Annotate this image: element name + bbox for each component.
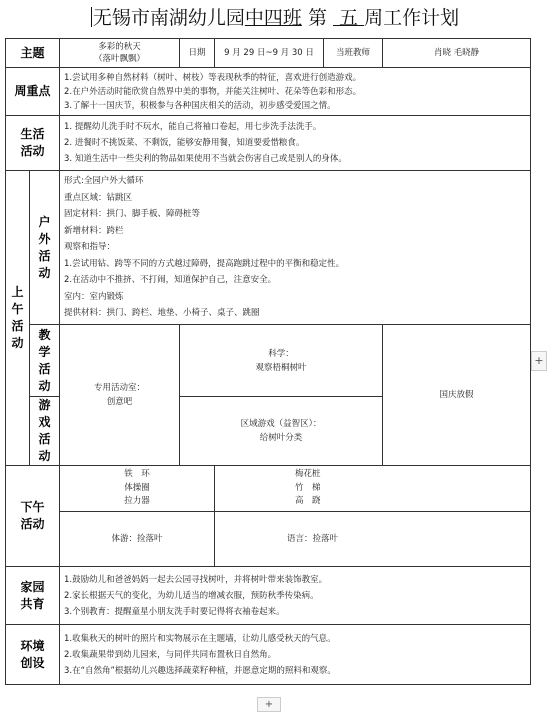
life-activities-line: 3. 知道生活中一些尖利的物品如果使用不当就会伤害自己或是别人的身体。	[64, 154, 347, 164]
afternoon-activities-label: 下午 活动	[6, 466, 60, 567]
home-school-line: 2.家长根据天气的变化，为幼儿适当的增减衣服，预防秋季传染病。	[64, 590, 319, 601]
home-school-content[interactable]	[60, 567, 531, 625]
environment-row	[6, 625, 531, 685]
text-cursor	[91, 7, 92, 27]
theme-value[interactable]: 多彩的秋天 （落叶飘飘）	[60, 39, 180, 68]
add-row-button[interactable]: +	[257, 697, 281, 712]
weekly-focus-row	[6, 68, 531, 116]
science-cell[interactable]: 科学： 观察梧桐树叶	[180, 325, 383, 397]
life-activities-row	[6, 116, 531, 171]
outdoor-line: 重点区域：钻跳区	[64, 192, 133, 203]
title-school: 无锡市南湖幼儿园	[92, 7, 245, 29]
afternoon-games-row	[6, 512, 531, 567]
date-value[interactable]: 9 月 29 日~9 月 30 日	[215, 39, 324, 68]
environment-line: 2.收集蔬果带到幼儿园来，与同伴共同布置秋日自然角。	[64, 649, 277, 660]
document-title	[0, 4, 550, 32]
outdoor-line: 新增材料：跨栏	[64, 225, 124, 236]
teacher-label: 当班教师	[324, 39, 383, 68]
national-day-holiday-cell[interactable]: 国庆放假	[383, 325, 531, 466]
outdoor-line: 1.尝试用钻、跨等不同的方式越过障碍，提高跑跳过程中的平衡和稳定性。	[64, 258, 345, 269]
environment-line: 1.收集秋天的树叶的照片和实物展示在主题墙，让幼儿感受秋天的气息。	[64, 633, 336, 644]
outdoor-line: 2.在活动中不推挤、不打闹，知道保护自己，注意安全。	[64, 275, 277, 286]
environment-line: 3.在“自然角”根据幼儿兴趣选择蔬菜籽种植，并愿意定期的照料和观察。	[64, 665, 336, 676]
title-week-prefix: 第	[307, 7, 327, 29]
morning-activities-label: 上午活动	[6, 171, 30, 466]
home-school-line: 1.鼓励幼儿和爸爸妈妈一起去公园寻找树叶，并将树叶带来装饰教室。	[64, 574, 328, 585]
outdoor-line: 形式:全园户外大循环	[64, 176, 144, 187]
environment-label: 环境 创设	[6, 625, 60, 685]
environment-content[interactable]	[60, 625, 531, 685]
weekly-focus-line: 3.了解十一国庆节，积极参与各种国庆相关的活动，初步感受爱国之情。	[64, 100, 336, 111]
life-activities-content[interactable]	[60, 116, 531, 171]
outdoor-activities-content[interactable]	[60, 171, 531, 325]
title-suffix: 周工作计划	[364, 7, 460, 29]
header-row	[6, 39, 531, 68]
outdoor-line: 提供材料：拱门、跨栏、地垫、小椅子、桌子、跳圈	[64, 308, 260, 319]
outdoor-line: 观察和指导：	[64, 242, 116, 253]
outdoor-activities-row	[6, 171, 531, 325]
area-game-cell[interactable]: 区域游戏（益智区）： 给树叶分类	[180, 397, 383, 466]
weekly-plan-table	[5, 38, 531, 685]
afternoon-equipment-right[interactable]: 梅花桩 竹 梯 高 跷	[215, 466, 531, 512]
title-class: 中四班	[244, 7, 302, 29]
teaching-activities-label: 教学活动	[30, 325, 60, 397]
outdoor-line: 固定材料：拱门、脚手板、障碍桩等	[64, 209, 201, 220]
add-column-button[interactable]: +	[531, 351, 547, 371]
afternoon-equipment-left[interactable]: 铁 环 体操圈 拉力器	[60, 466, 215, 512]
pe-game-cell[interactable]: 体游：捡落叶	[60, 512, 215, 567]
teaching-activities-row	[6, 325, 531, 397]
weekly-focus-content[interactable]	[60, 68, 531, 116]
home-school-line: 3.个别教育：提醒童星小朋友洗手时要记得将衣袖卷起来。	[64, 606, 285, 617]
life-activities-line: 2. 进餐时不挑饭菜、不剩饭，能够安静用餐，知道要爱惜粮食。	[64, 138, 305, 148]
game-activities-label: 游戏活动	[30, 397, 60, 466]
weekly-focus-label: 周重点	[6, 68, 60, 116]
language-cell[interactable]: 语言：捡落叶	[215, 512, 531, 567]
theme-label: 主题	[6, 39, 60, 68]
title-week-number: 五	[339, 7, 359, 29]
date-label: 日期	[180, 39, 215, 68]
outdoor-line: 室内：室内锻炼	[64, 291, 124, 302]
afternoon-equipment-row	[6, 466, 531, 512]
outdoor-activities-label: 户外活动	[30, 171, 60, 325]
teacher-value[interactable]: 肖晓 毛晓静	[383, 39, 531, 68]
weekly-focus-line: 2.在户外活动时能欣赏自然界中美的事物，并能关注树叶、花朵等色彩和形态。	[64, 86, 362, 97]
life-activities-label: 生活 活动	[6, 116, 60, 171]
home-school-row	[6, 567, 531, 625]
special-room-cell[interactable]: 专用活动室： 创意吧	[60, 325, 180, 466]
weekly-focus-line: 1.尝试用多种自然材料（树叶、树枝）等表现秋季的特征，喜欢进行创造游戏。	[64, 72, 362, 83]
home-school-label: 家园 共育	[6, 567, 60, 625]
life-activities-line: 1. 提醒幼儿洗手时不玩水，能自己将袖口卷起，用七步洗手法洗手。	[64, 122, 322, 132]
